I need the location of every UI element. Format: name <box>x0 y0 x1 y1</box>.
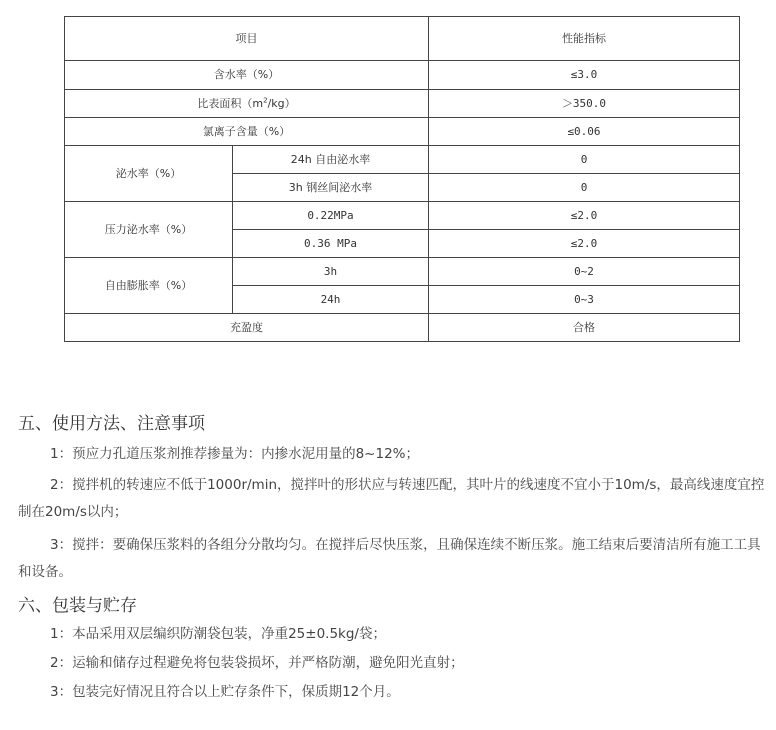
bleeding-24h-value: 0 <box>429 146 740 174</box>
header-item: 项目 <box>65 17 429 61</box>
pressure-036-value: ≤2.0 <box>429 230 740 258</box>
water-content-label: 含水率（%） <box>65 61 429 90</box>
surface-area-value: ＞350.0 <box>429 90 740 118</box>
pressure-022-label: 0.22MPa <box>233 202 429 230</box>
bleeding-24h-label: 24h 自由泌水率 <box>233 146 429 174</box>
expansion-3h-value: 0~2 <box>429 258 740 286</box>
water-content-value: ≤3.0 <box>429 61 740 90</box>
section6-title: 六、包装与贮存 <box>18 596 137 616</box>
pressure-bleeding-label: 压力泌水率（%） <box>65 202 233 258</box>
section5-title: 五、使用方法、注意事项 <box>18 414 205 434</box>
chloride-value: ≤0.06 <box>429 118 740 146</box>
pressure-036-label: 0.36 MPa <box>233 230 429 258</box>
bleeding-3h-label: 3h 钢丝间泌水率 <box>233 174 429 202</box>
fullness-label: 充盈度 <box>65 314 429 342</box>
chloride-label: 氯离子含量（%） <box>65 118 429 146</box>
expansion-label: 自由膨胀率（%） <box>65 258 233 314</box>
header-performance: 性能指标 <box>429 17 740 61</box>
section5-item-2: 2：搅拌机的转速应不低于1000r/min，搅拌叶的形状应与转速匹配，其叶片的线速度不宜小于10m/s，最高线速度宜控制在20m/s以内； <box>18 477 765 520</box>
performance-table <box>64 16 740 342</box>
section6-item-2: 2：运输和储存过程避免将包装袋损坏，并严格防潮，避免阳光直射； <box>50 655 464 671</box>
bleeding-label: 泌水率（%） <box>65 146 233 202</box>
section5-item-1: 1：预应力孔道压浆剂推荐掺量为：内掺水泥用量的8~12%； <box>50 446 419 462</box>
surface-area-label: 比表面积$(m^2/kg)$ <box>65 90 429 118</box>
section6-item-3: 3：包装完好情况且符合以上贮存条件下，保质期12个月。 <box>50 684 400 700</box>
expansion-24h-label: 24h <box>233 286 429 314</box>
expansion-24h-value: 0~3 <box>429 286 740 314</box>
fullness-value: 合格 <box>429 314 740 342</box>
section6-item-1: 1：本品采用双层编织防潮袋包装，净重25±0.5kg/袋； <box>50 626 386 642</box>
pressure-022-value: ≤2.0 <box>429 202 740 230</box>
bleeding-3h-value: 0 <box>429 174 740 202</box>
expansion-3h-label: 3h <box>233 258 429 286</box>
section5-item-3: 3：搅拌：要确保压浆料的各组分分散均匀。在搅拌后尽快压浆，且确保连续不断压浆。施工结束后要清洁所有施工工具和设备。 <box>18 537 761 580</box>
